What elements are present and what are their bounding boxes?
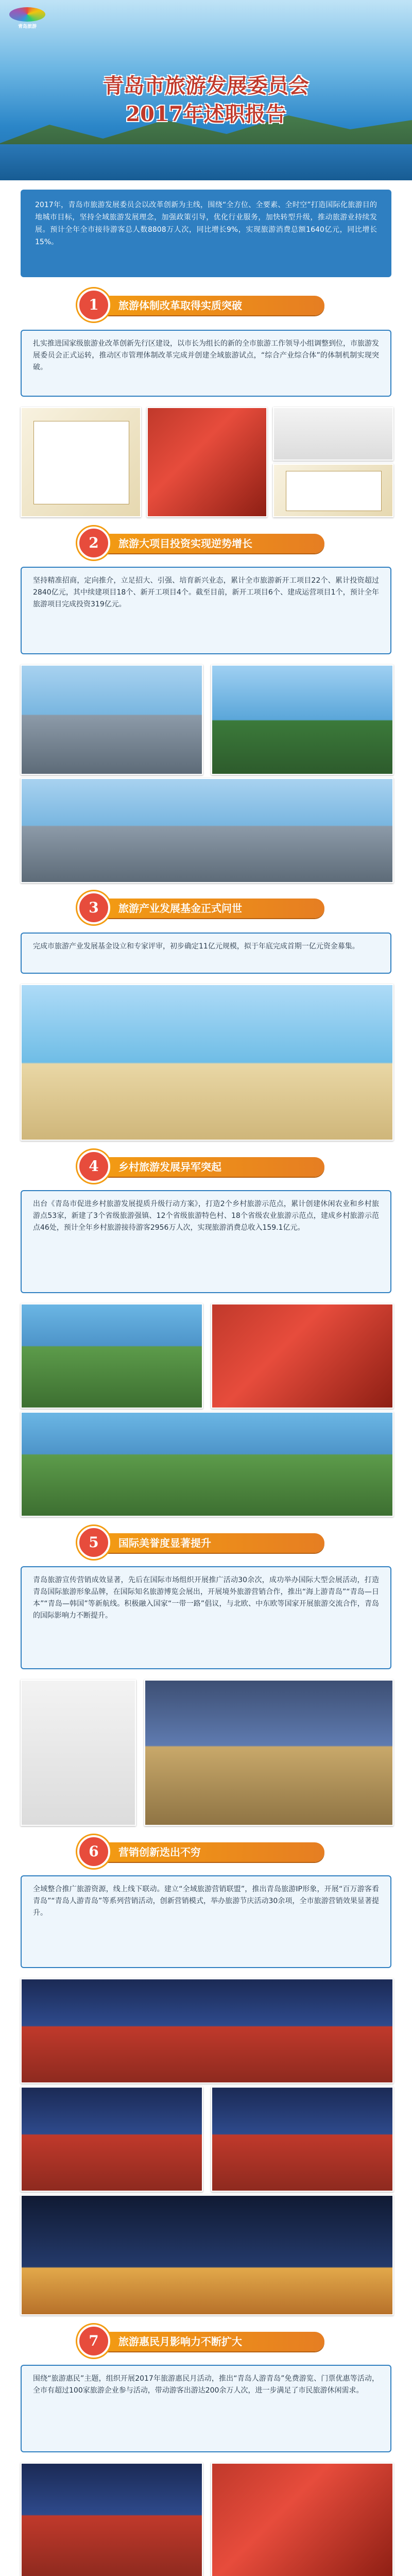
logo-text: 青岛旅游 xyxy=(18,24,37,29)
architecture-photo xyxy=(21,984,393,1141)
rural-photo-1 xyxy=(21,1303,203,1409)
certificate-photo xyxy=(147,407,267,517)
header-banner xyxy=(0,0,412,180)
section-1-banner xyxy=(77,289,335,321)
section-7-banner xyxy=(77,2325,335,2358)
plaque-photo-1 xyxy=(21,407,141,517)
section-number: 6 xyxy=(77,1835,110,1868)
plaque-photo-2 xyxy=(273,407,393,461)
project-photo-1 xyxy=(21,665,203,775)
section-5-text: 青岛旅游宣传营销成效显著，先后在国际市场组织开展推广活动30余次，成功举办国际大型会展活动，打造青岛国际旅游形象品牌，在国际知名旅游博览会展出，开展境外旅游营销合作，推出“海上游青岛”“青岛—日本”“青岛—韩国”等新航线。积极融入国家“一带一路”倡议，与北欧、中东欧等国家开展旅游交流合作，青岛的国际影响力不断提升。 xyxy=(21,1566,391,1669)
section-1-text: 扎实推进国家级旅游业改革创新先行区建设，以市长为组长的新的全市旅游工作领导小组调整到位，市旅游发展委员会正式运转，推动区市管理体制改革完成并创建全域旅游试点，“综合产业综合体”的体制机制实现突破。 xyxy=(21,330,391,397)
section-title: 乡村旅游发展异军突起 xyxy=(118,1161,221,1173)
sea-graphic xyxy=(0,144,412,180)
section-3-text: 完成市旅游产业发展基金设立和专家评审，初步确定11亿元规模，拟于年底完成首期一亿元资金募集。 xyxy=(21,933,391,974)
page-title: 青岛市旅游发展委员会 xyxy=(103,74,309,98)
newspaper-photo xyxy=(21,1680,136,1826)
logo-icon xyxy=(9,7,45,22)
section-2-banner xyxy=(77,527,335,560)
section-2-text: 坚持精准招商，定向推介，立足招大、引强、培育新兴业态，累计全市旅游新开工项目22个、累计投资超过2840亿元，其中续建项目18个、新开工项目4个。截至目前，新开工项目6个、建成运营项目1个，预计全年旅游项目完成投资319亿元。 xyxy=(21,567,391,654)
section-3-banner xyxy=(77,891,335,924)
intro-summary xyxy=(21,190,391,277)
section-4-banner xyxy=(77,1150,335,1183)
section-number: 4 xyxy=(77,1150,110,1183)
benefit-month-photo-1 xyxy=(21,2463,203,2576)
section-title: 旅游体制改革取得实质突破 xyxy=(118,299,242,312)
rural-photo-2 xyxy=(211,1303,393,1409)
section-title: 旅游产业发展基金正式问世 xyxy=(118,902,242,914)
qingdao-tourism-logo xyxy=(9,7,45,31)
intro-text: 2017年，青岛市旅游发展委员会以改革创新为主线，围绕“全方位、全要素、全时空”打造国际化旅游目的地城市目标，坚持全域旅游发展理念，加强政策引导，优化行业服务，加快转型升级，推动旅游业持续发展。预计全年全市接待游客总人数8808万人次，同比增长9%，实现旅游消费总额1640亿元，同比增长15%。 xyxy=(35,201,377,246)
section-5-banner xyxy=(77,1526,335,1559)
section-title: 营销创新迭出不穷 xyxy=(118,1846,201,1858)
benefit-month-photo-2 xyxy=(211,2463,393,2576)
page-subtitle: 2017年述职报告 xyxy=(126,102,286,126)
section-number: 5 xyxy=(77,1526,110,1559)
project-photo-2 xyxy=(211,665,393,775)
event-stage-photo-1 xyxy=(21,1978,393,2083)
section-6-banner xyxy=(77,1835,335,1868)
event-stage-photo-2 xyxy=(21,2087,203,2192)
section-title: 国际美誉度显著提升 xyxy=(118,1537,211,1549)
section-title: 旅游大项目投资实现逆势增长 xyxy=(118,537,252,550)
section-number: 7 xyxy=(77,2325,110,2358)
rural-photo-3 xyxy=(21,1412,393,1517)
section-6-text: 全域整合推广旅游资源，线上线下联动。建立“全域旅游营销联盟”，推出青岛旅游IP形象，开展“百万游客看青岛”“青岛人游青岛”等系列营销活动，创新营销模式，举办旅游节庆活动30余项，全市旅游营销效果显著提升。 xyxy=(21,1875,391,1968)
section-number: 2 xyxy=(77,527,110,560)
section-4-text: 出台《青岛市促进乡村旅游发展提质升级行动方案》，打造2个乡村旅游示范点，累计创建休闲农业和乡村旅游点53家，新建了3个省级旅游强镇、12个省级旅游特色村、18个省级农业旅游示范点，建成乡村旅游示范点46处，预计全年乡村旅游接待游客2956万人次，实现旅游消费总收入159.1亿元。 xyxy=(21,1190,391,1293)
section-7-text: 围绕“旅游惠民”主题，组织开展2017年旅游惠民月活动，推出“青岛人游青岛”免费游览、门票优惠等活动，全市有超过100家旅游企业参与活动，带动游客出游达200余万人次，进一步满足了市民旅游休闲需求。 xyxy=(21,2365,391,2452)
section-title: 旅游惠民月影响力不断扩大 xyxy=(118,2335,242,2348)
section-number: 3 xyxy=(77,891,110,924)
event-night-photo xyxy=(21,2195,393,2315)
plaque-photo-3 xyxy=(273,464,393,517)
expo-photo xyxy=(144,1680,393,1826)
project-photo-3 xyxy=(21,778,393,883)
event-stage-photo-3 xyxy=(211,2087,393,2192)
section-number: 1 xyxy=(77,289,110,321)
